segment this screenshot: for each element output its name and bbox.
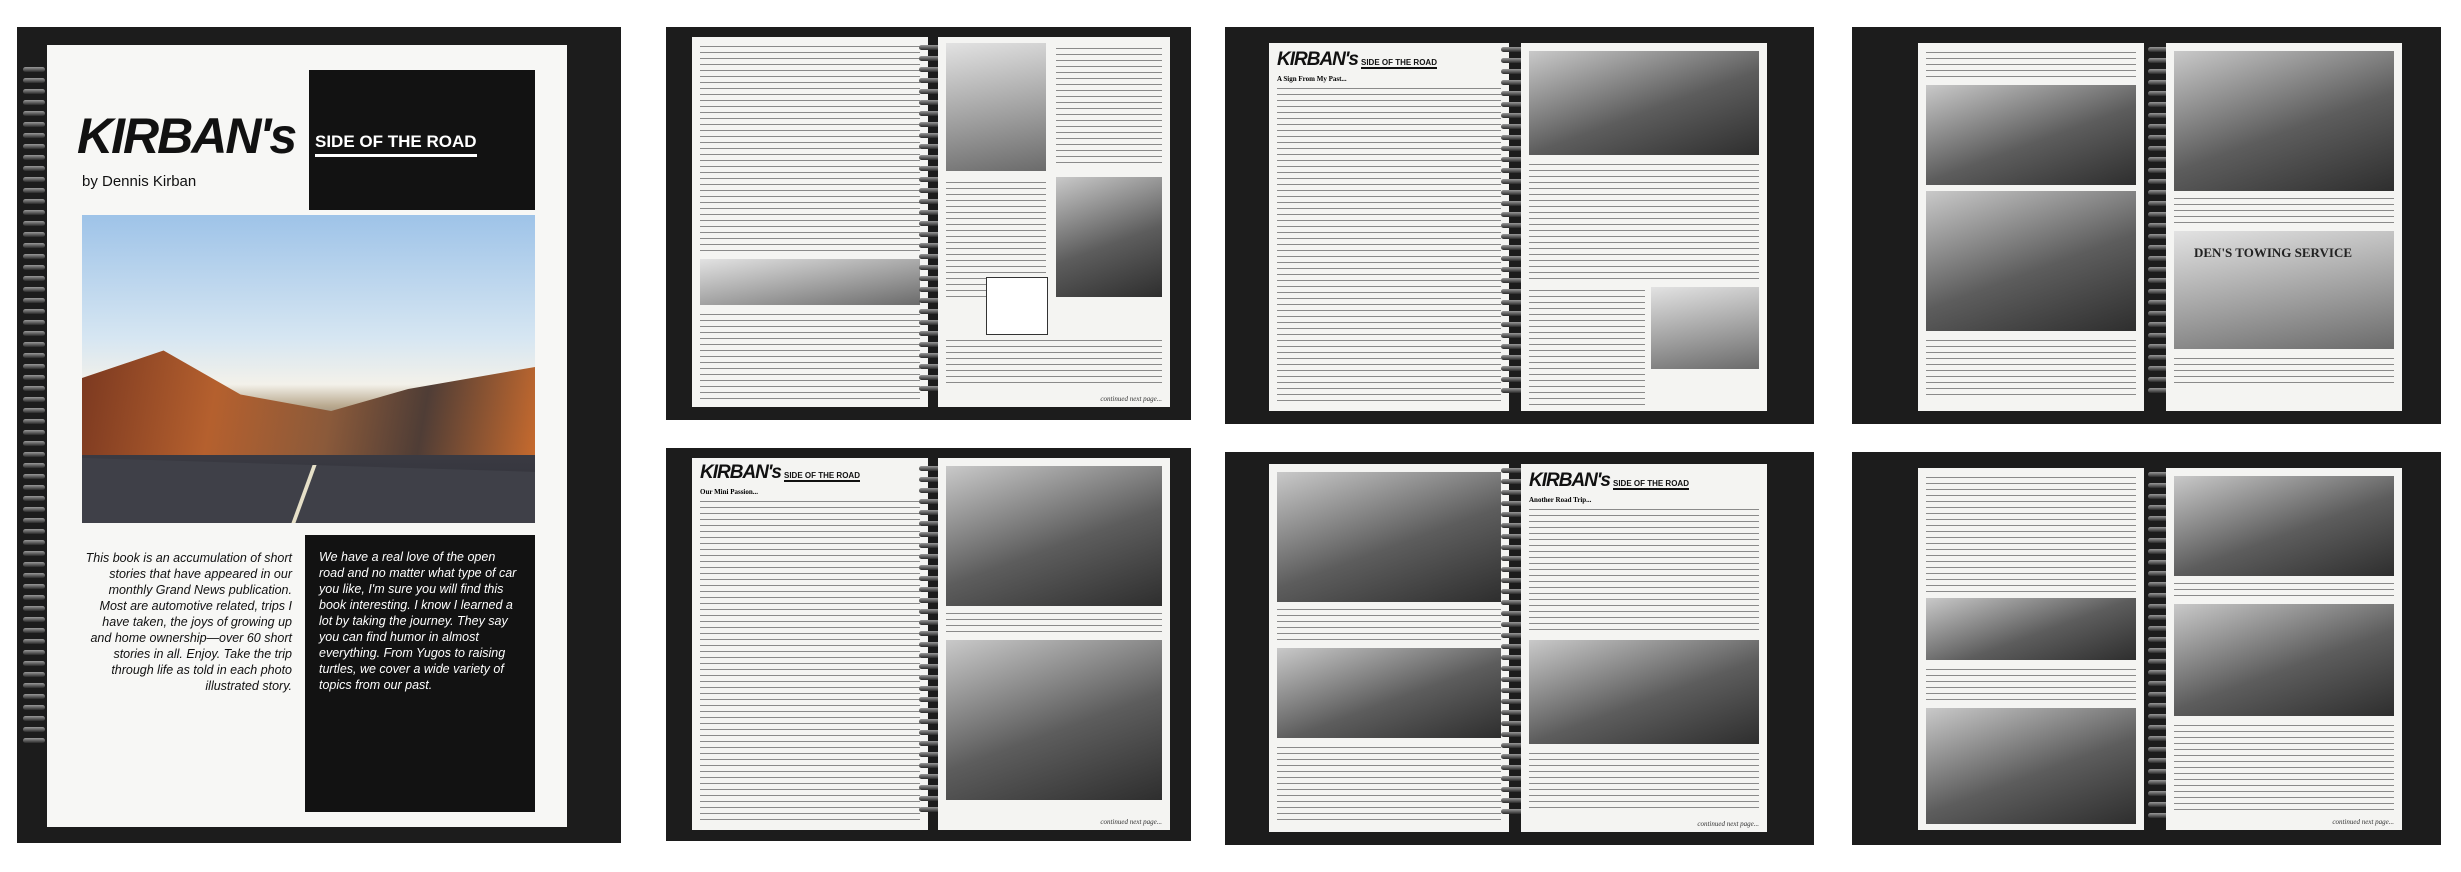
photo-tow-truck [1926,191,2136,331]
document-scan [1056,45,1162,165]
photo-harbor [700,259,920,305]
article-text [1529,287,1645,405]
photo-workshop [2174,604,2394,716]
photo-towing-sign [2174,231,2394,349]
article-text [1277,744,1501,824]
magazine-cover [946,43,1046,171]
author-name: by Dennis Kirban [82,173,197,190]
left-page [692,458,928,830]
blurb-box [305,535,535,812]
photo-tow-truck [1926,85,2136,185]
page-footer: continued next page... [1697,820,1759,828]
photo-truck [2174,51,2394,191]
article-text [700,498,920,820]
page-footer: continued next page... [1100,395,1162,403]
right-page [1521,464,1767,832]
photo-car [1926,708,2136,824]
right-page [2166,43,2402,411]
spiral-binding [1501,468,1523,820]
photo-caption [1926,666,2136,702]
photo-caption [1277,606,1501,642]
article-subtitle: A Sign From My Past... [1277,75,1347,83]
photo-car [1277,472,1501,602]
sign-text: DEN'S TOWING SERVICE [2194,245,2352,260]
column-title: SIDE OF THE ROAD [315,132,477,157]
spiral-binding [1501,47,1523,399]
photo-caption [946,610,1162,634]
right-page [938,37,1170,407]
article-text [1529,161,1759,281]
photo-caption [2174,580,2394,600]
left-page [1918,43,2144,411]
page-footer: continued next page... [2332,818,2394,826]
spread-panel [1225,452,1814,845]
photo-car [1056,177,1162,297]
spread-panel [666,448,1191,841]
article-text [2174,722,2394,812]
brand-name: KIRBAN's [77,108,296,164]
article-text [1529,750,1759,812]
left-page [692,37,928,407]
cover-page [47,45,567,827]
brand-logo [77,107,295,165]
left-page [1269,43,1509,411]
ad-box [986,277,1048,335]
spread-panel [1225,27,1814,424]
spread-panel [1852,27,2441,424]
photo-caption [2174,195,2394,225]
photo-truck [1529,640,1759,744]
article-text [946,337,1162,387]
photo-caption [2174,355,2394,385]
photo-shop [1529,51,1759,155]
right-page [2166,468,2402,830]
spread-panel [1852,452,2441,845]
page-header: KIRBAN's SIDE OF THE ROAD [1277,49,1437,70]
right-page [938,458,1170,830]
article-text [1529,506,1759,634]
spiral-binding [23,67,45,749]
page-header: KIRBAN's SIDE OF THE ROAD [700,462,860,483]
article-text [1926,49,2136,79]
page-footer: continued next page... [1100,818,1162,826]
photo-parts [946,640,1162,800]
photo-sign [1651,287,1759,369]
photo-car [1926,598,2136,660]
photo-engine [2174,476,2394,576]
cover-photo-road [82,215,535,523]
photo-caption [1926,337,2136,397]
spread-panel [666,27,1191,420]
article-text [1277,85,1501,403]
photo-corvette [1277,648,1501,738]
left-page [1269,464,1509,832]
article-text [1926,474,2136,592]
article-text [700,311,920,399]
right-page [1521,43,1767,411]
cover-panel [17,27,621,843]
article-subtitle: Our Mini Passion... [700,488,759,496]
article-text [700,43,920,253]
page-header: KIRBAN's SIDE OF THE ROAD [1529,470,1689,491]
left-page [1918,468,2144,830]
article-subtitle: Another Road Trip... [1529,496,1592,504]
title-banner [309,70,535,210]
blurb-right: We have a real love of the open road and no matter what type of car you like, I'm sure you will find this book interesting. I know I learned a lot by taking the journey. They say you can find humor in almost everything. From Yugos to raising turtles, we cover a wide variety of topics from our past. [319,550,517,692]
blurb-left: This book is an accumulation of short stories that have appeared in our monthly Grand News publication. Most are automotive related, trips I have taken, the joys of growing up and home ownership—over 60 short stories in all. Enjoy. Take the trip through life as told in each photo illustrated story. [85,551,292,693]
photo-garage [946,466,1162,606]
